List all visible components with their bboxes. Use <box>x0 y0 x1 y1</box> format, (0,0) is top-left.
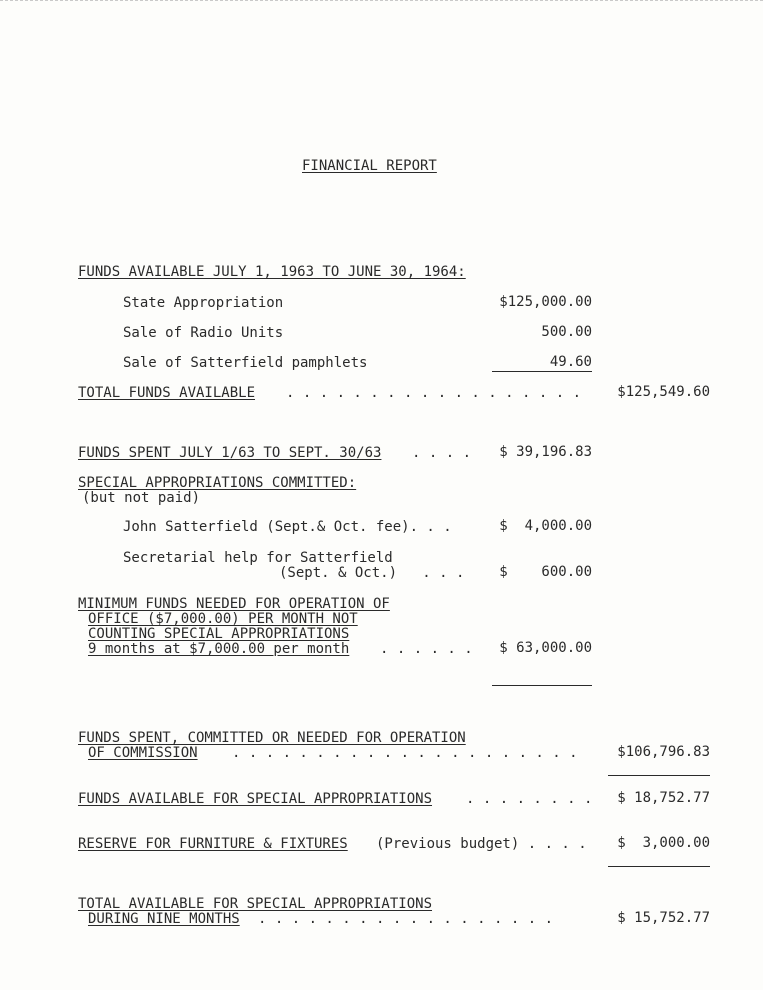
total-funds-amount: $125,549.60 <box>617 384 710 400</box>
section-total-rule <box>492 685 592 686</box>
page-top-edge <box>0 0 763 1</box>
commission-line: FUNDS SPENT, COMMITTED OR NEEDED FOR OPERATION <box>78 730 466 746</box>
commission-line: OF COMMISSION <box>88 745 198 761</box>
dot-leader: . . . . . . <box>380 641 473 657</box>
funds-spent-amount: $ 39,196.83 <box>499 444 592 460</box>
special-appropriations-heading: SPECIAL APPROPRIATIONS COMMITTED: <box>78 475 357 491</box>
line-item-label: Sale of Satterfield pamphlets <box>123 355 368 371</box>
satterfield-fee-label: John Satterfield (Sept.& Oct. fee). . . <box>123 519 452 535</box>
amount-rule <box>608 775 710 776</box>
satterfield-fee-amount: $ 4,000.00 <box>499 518 592 534</box>
minimum-funds-line: MINIMUM FUNDS NEEDED FOR OPERATION OF <box>78 596 390 612</box>
minimum-funds-line: 9 months at $7,000.00 per month <box>88 641 350 657</box>
dot-leader: . . . . . . . . . . . . . . . . . . <box>286 385 582 401</box>
page-title: FINANCIAL REPORT <box>302 158 437 174</box>
dot-leader: . . . . . . . . . . . . . . . . . . . . . <box>232 745 578 761</box>
total-funds-label: TOTAL FUNDS AVAILABLE <box>78 385 256 401</box>
minimum-funds-line: OFFICE ($7,000.00) PER MONTH NOT <box>88 611 358 627</box>
special-available-amount: $ 18,752.77 <box>617 790 710 806</box>
total-special-amount: $ 15,752.77 <box>617 910 710 926</box>
minimum-funds-amount: $ 63,000.00 <box>499 640 592 656</box>
line-item-amount: $125,000.00 <box>499 294 592 310</box>
total-special-line: DURING NINE MONTHS <box>88 911 240 927</box>
secretarial-help-period: (Sept. & Oct.) . . . <box>279 565 465 581</box>
total-special-line: TOTAL AVAILABLE FOR SPECIAL APPROPRIATIONS <box>78 896 433 912</box>
line-item-amount: 500.00 <box>541 324 592 340</box>
commission-amount: $106,796.83 <box>617 744 710 760</box>
amount-rule <box>608 866 710 867</box>
secretarial-help-amount: $ 600.00 <box>499 564 592 580</box>
minimum-funds-line: COUNTING SPECIAL APPROPRIATIONS <box>88 626 350 642</box>
funds-available-heading: FUNDS AVAILABLE JULY 1, 1963 TO JUNE 30, 1964: <box>78 264 466 280</box>
line-item-amount: 49.60 <box>549 354 592 370</box>
special-appropriations-subheading: (but not paid) <box>82 490 201 506</box>
dot-leader: . . . . <box>412 445 472 461</box>
secretarial-help-label: Secretarial help for Satterfield <box>123 550 393 566</box>
reserve-label: RESERVE FOR FURNITURE & FIXTURES <box>78 836 348 852</box>
dot-leader: . . . . . . . . <box>466 791 593 807</box>
line-item-label: State Appropriation <box>123 295 284 311</box>
reserve-note: (Previous budget) . . . . <box>376 836 587 852</box>
line-item-label: Sale of Radio Units <box>123 325 284 341</box>
reserve-amount: $ 3,000.00 <box>617 835 710 851</box>
special-available-label: FUNDS AVAILABLE FOR SPECIAL APPROPRIATIONS <box>78 791 433 807</box>
subtotal-rule <box>492 371 592 372</box>
funds-spent-label: FUNDS SPENT JULY 1/63 TO SEPT. 30/63 <box>78 445 382 461</box>
dot-leader: . . . . . . . . . . . . . . . . . . <box>258 911 554 927</box>
